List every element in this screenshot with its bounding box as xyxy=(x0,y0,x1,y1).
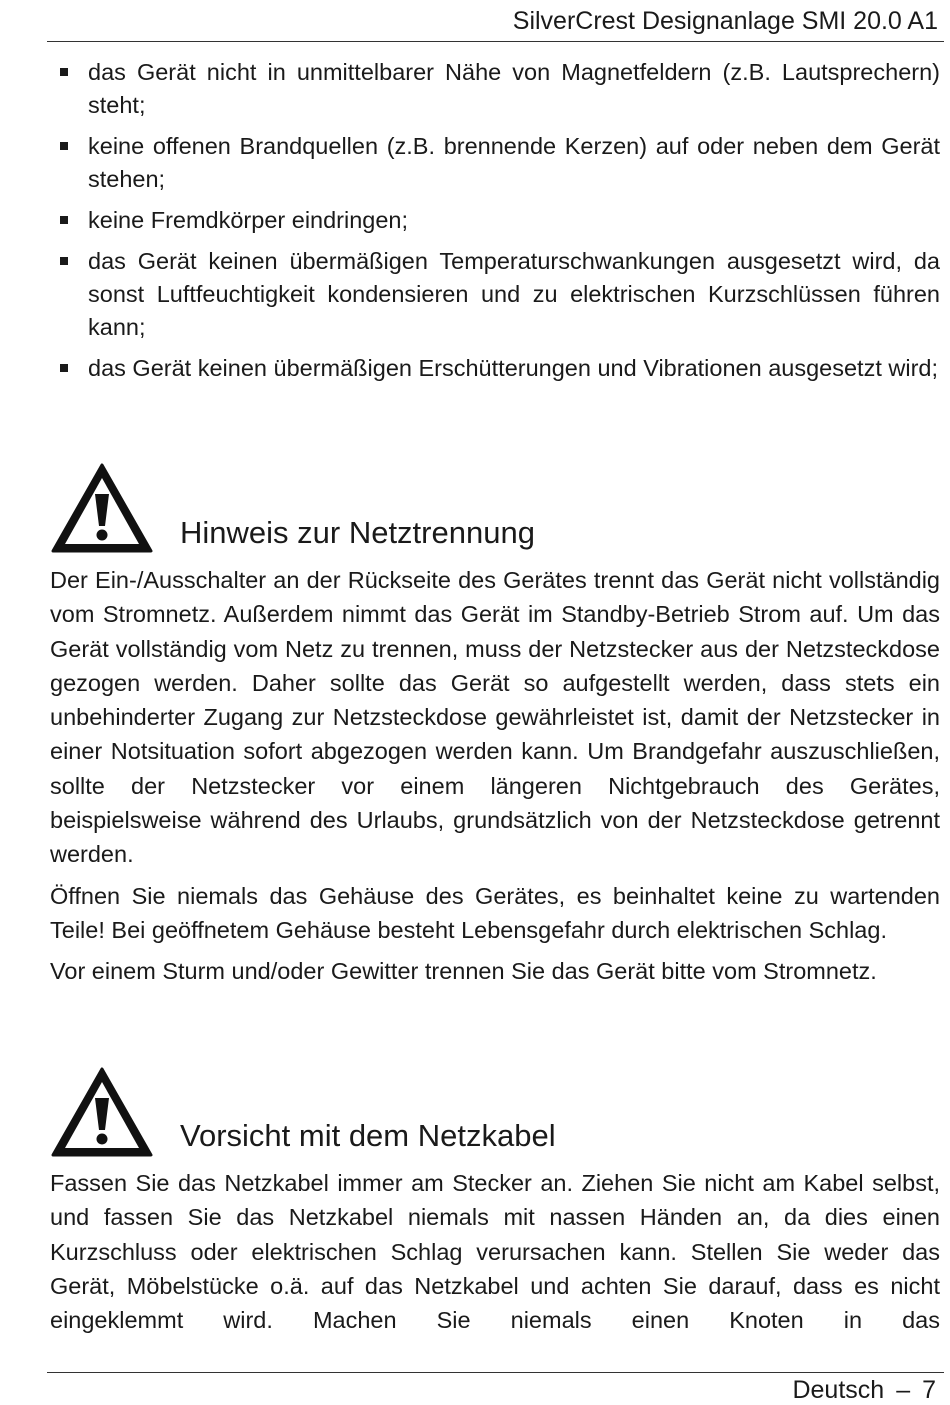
section-heading: Hinweis zur Netztrennung xyxy=(180,515,535,550)
warning-triangle-icon xyxy=(50,462,154,554)
bullet-square-icon xyxy=(60,364,68,372)
paragraph: Öffnen Sie niemals das Gehäuse des Gerätes, es beinhaltet keine zu wartenden Teile! Bei geöffnetem Gehäuse besteht Lebensgefahr durch elektrischen Schlag. xyxy=(50,882,940,943)
paragraph: Der Ein-/Ausschalter an der Rückseite des Gerätes trennt das Gerät nicht vollständig vom Stromnetz. Außerdem nimmt das Gerät im Standby-Betrieb Strom auf. Um das Gerät vollständig vom Netz zu trennen, muss der Netzstecker aus der Netzsteckdose gezogen werden. Daher sollte das Gerät so aufgestellt werden, dass stets ein unbehinderter Zugang zur Netzsteckdose gewährleistet ist, damit der Netzstecker in einer Notsituation sofort abgezogen werden kann. Um Brandgefahr auszuschließen, sollte der Netzstecker vor einem längeren Nichtgebrauch des Gerätes, beispielsweise während des Urlaubs, grundsätzlich von der Netzsteckdose getrennt werden. xyxy=(50,567,940,868)
header-divider xyxy=(47,41,944,42)
footer-divider xyxy=(47,1372,944,1373)
bullet-square-icon xyxy=(60,216,68,224)
section-heading: Vorsicht mit dem Netzkabel xyxy=(180,1118,556,1153)
page-footer xyxy=(792,1375,936,1405)
section-body xyxy=(50,1166,940,1337)
paragraph: Fassen Sie das Netzkabel immer am Stecker an. Ziehen Sie nicht am Kabel selbst, und fassen Sie das Netzkabel niemals mit nassen Händen an, da dies einen Kurzschluss oder elektrischen Schlag verursachen kann. Stellen Sie weder das Gerät, Möbelstücke o.ä. auf das Netzkabel und achten Sie darauf, dass es nicht eingeklemmt wird. Machen Sie niemals einen Knoten in das xyxy=(50,1170,940,1334)
list-item: das Gerät nicht in unmittelbarer Nähe von Magnetfeldern (z.B. Lautsprechern) steht; xyxy=(56,56,940,122)
list-item: keine Fremdkörper eindringen; xyxy=(56,204,940,237)
list-item: das Gerät keinen übermäßigen Erschütterungen und Vibrationen ausgesetzt wird; xyxy=(56,352,940,385)
footer-separator: – xyxy=(896,1376,911,1404)
document-title: SilverCrest Designanlage SMI 20.0 A1 xyxy=(512,7,938,35)
page-number: 7 xyxy=(922,1376,936,1404)
bullet-square-icon xyxy=(60,142,68,150)
bullet-square-icon xyxy=(60,68,68,76)
footer-language: Deutsch xyxy=(792,1376,885,1404)
bullet-square-icon xyxy=(60,257,68,265)
list-item: keine offenen Brandquellen (z.B. brennende Kerzen) auf oder neben dem Gerät stehen; xyxy=(56,130,940,196)
warning-triangle-icon xyxy=(50,1066,154,1158)
safety-bullet-list xyxy=(56,56,940,393)
list-item: das Gerät keinen übermäßigen Temperaturschwankungen ausgesetzt wird, da sonst Luftfeuchtigkeit kondensieren und zu elektrischen Kurzschlüssen führen kann; xyxy=(56,245,940,344)
paragraph: Vor einem Sturm und/oder Gewitter trennen Sie das Gerät bitte vom Stromnetz. xyxy=(50,958,877,985)
section-body xyxy=(50,563,940,989)
